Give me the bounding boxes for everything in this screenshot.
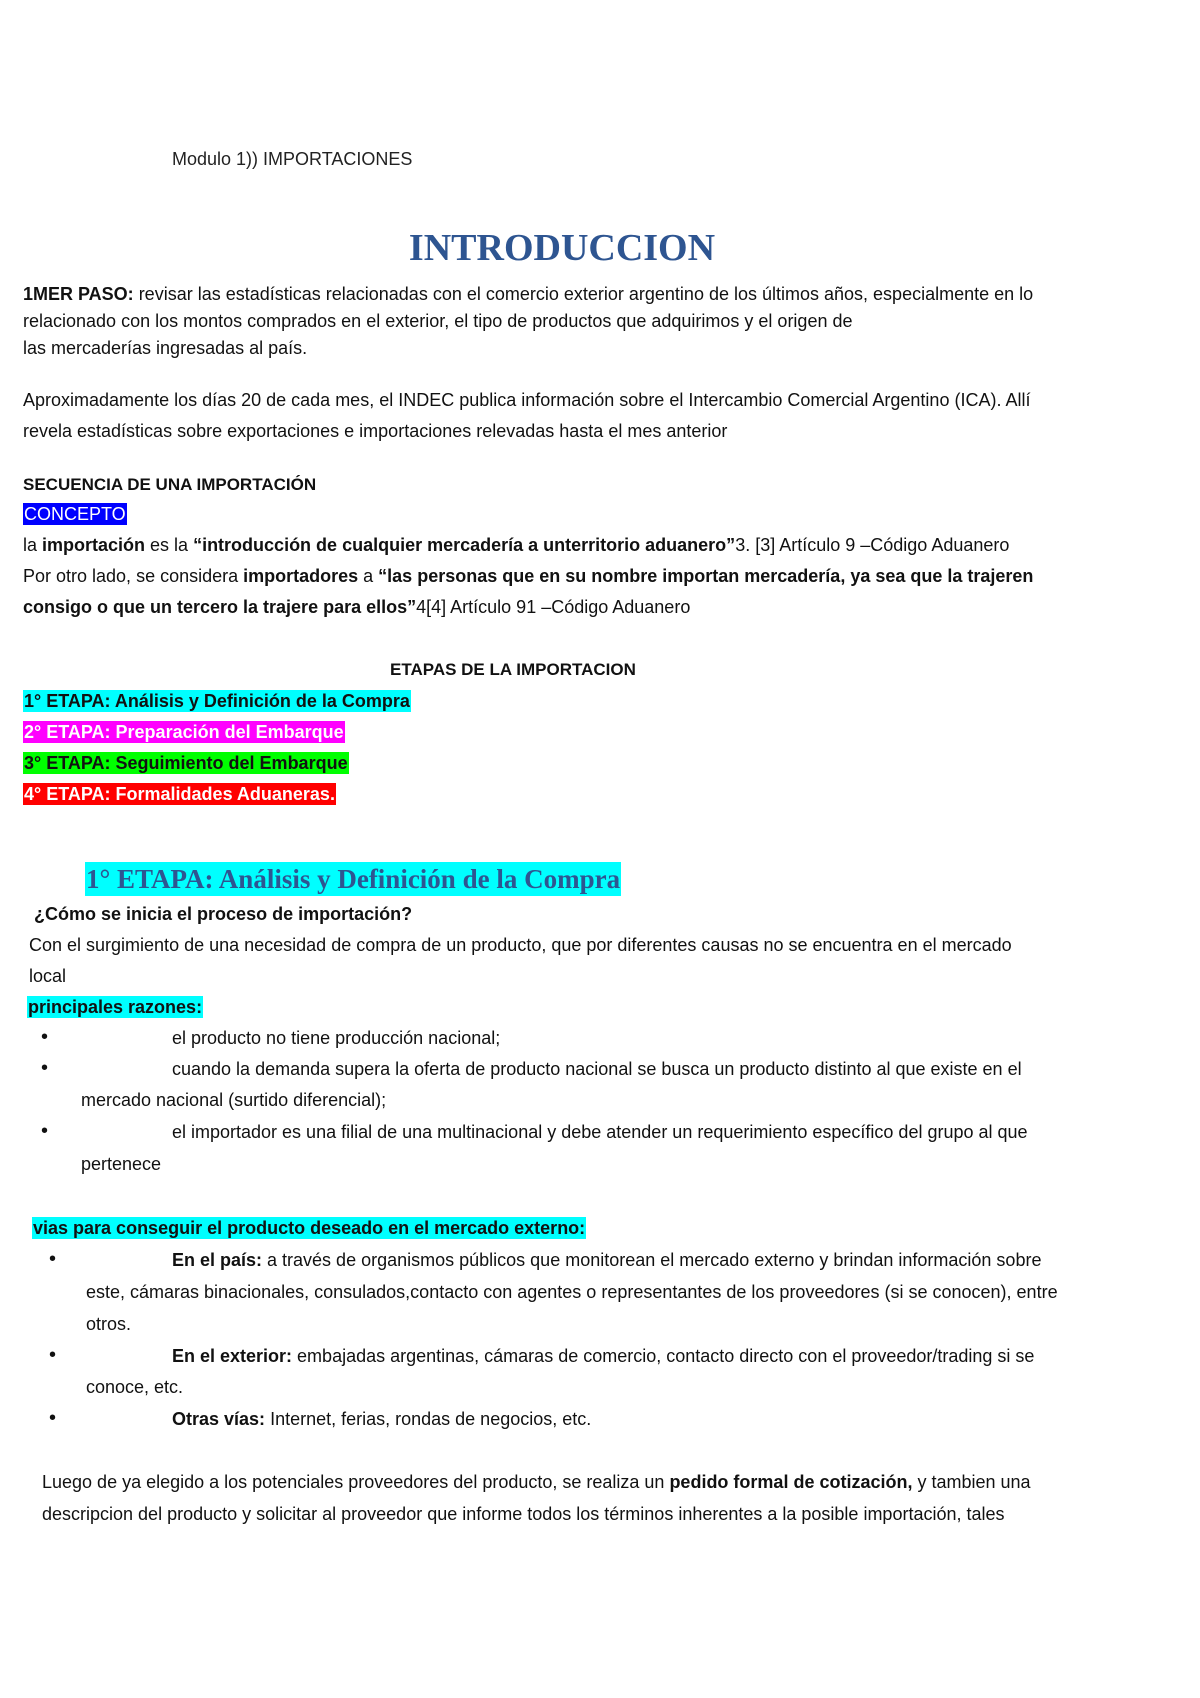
intro-text-1: revisar las estadísticas relacionadas con el comercio exterior argentino de los últimos años, especialmente en lo xyxy=(133,284,1034,304)
etapa1-heading-text: 1° ETAPA: Análisis y Definición de la Compra xyxy=(86,864,621,894)
via-bullet-1: • xyxy=(49,1248,57,1270)
c3b: 4[4] Artículo 91 –Código Aduanero xyxy=(416,597,691,617)
etapa1-answer-2: local xyxy=(29,966,67,986)
etapa1-heading xyxy=(85,862,621,896)
via-1-bold: En el país: xyxy=(172,1250,263,1270)
etapa-item-3-text: 3° ETAPA: Seguimiento del Embarque xyxy=(24,753,348,773)
vias-label xyxy=(32,1217,586,1239)
final-1c: y tambien una xyxy=(912,1472,1031,1492)
indec-line-2: revela estadísticas sobre exportaciones e importaciones relevadas hasta el mes anterior xyxy=(23,421,728,441)
razon-2-line-2: mercado nacional (surtido diferencial); xyxy=(81,1090,387,1110)
document-title: INTRODUCCION xyxy=(408,227,716,269)
concepto-line-1 xyxy=(23,534,1009,556)
via-1-line-3: otros. xyxy=(86,1314,132,1334)
intro-line-3: las mercaderías ingresadas al país. xyxy=(23,338,308,358)
via-1-line-1 xyxy=(172,1249,1041,1271)
razon-bullet-3: • xyxy=(41,1120,49,1142)
razon-1-line-1: el producto no tiene producción nacional; xyxy=(172,1028,501,1048)
via-bullet-3: • xyxy=(49,1407,57,1429)
etapa-item-1 xyxy=(23,690,411,712)
intro-line-2: relacionado con los montos comprados en el exterior, el tipo de productos que adquirimos y el origen de xyxy=(23,311,853,331)
etapa-item-1-text: 1° ETAPA: Análisis y Definición de la Compra xyxy=(24,691,410,711)
razon-2-line-1: cuando la demanda supera la oferta de producto nacional se busca un producto distinto al que existe en el xyxy=(172,1059,1022,1079)
module-header: Modulo 1)) IMPORTACIONES xyxy=(172,149,413,169)
c1d: “introducción de cualquier mercadería a unterritorio aduanero” xyxy=(193,535,736,555)
c2b: importadores xyxy=(243,566,359,586)
via-bullet-2: • xyxy=(49,1344,57,1366)
final-line-1 xyxy=(42,1471,1031,1493)
etapa1-answer-1: Con el surgimiento de una necesidad de compra de un producto, que por diferentes causas no se encuentra en el mercado xyxy=(29,935,1012,955)
etapa-item-4 xyxy=(23,783,336,805)
via-2-text: embajadas argentinas, cámaras de comercio, contacto directo con el proveedor/trading si se xyxy=(292,1346,1035,1366)
via-3-text: Internet, ferias, rondas de negocios, etc. xyxy=(265,1409,592,1429)
c1b: importación xyxy=(42,535,146,555)
c2a: Por otro lado, se considera xyxy=(23,566,244,586)
razones-label xyxy=(27,996,203,1018)
etapa-item-3 xyxy=(23,752,349,774)
via-3-line-1 xyxy=(172,1408,591,1430)
via-2-bold: En el exterior: xyxy=(172,1346,293,1366)
razon-3-line-2: pertenece xyxy=(81,1154,162,1174)
vias-label-text: vias para conseguir el producto deseado en el mercado externo: xyxy=(33,1218,586,1238)
razon-bullet-2: • xyxy=(41,1057,49,1079)
via-1-line-2: este, cámaras binacionales, consulados,contacto con agentes o representantes de los proveedores (si se conocen), entre xyxy=(86,1282,1058,1302)
via-1-text: a través de organismos públicos que monitorean el mercado externo y brindan información sobre xyxy=(262,1250,1042,1270)
indec-line-1: Aproximadamente los días 20 de cada mes, el INDEC publica información sobre el Intercambio Comercial Argentino (ICA). Allí xyxy=(23,390,1031,410)
c3a: consigo o que un tercero la trajere para ellos” xyxy=(23,597,417,617)
c2c: a xyxy=(358,566,379,586)
etapas-heading: ETAPAS DE LA IMPORTACION xyxy=(390,660,636,679)
etapa-item-2 xyxy=(23,721,345,743)
concepto-highlight: CONCEPTO xyxy=(24,504,126,524)
razones-label-text: principales razones: xyxy=(28,997,203,1017)
c2d: “las personas que en su nombre importan mercadería, ya sea que la trajeren xyxy=(378,566,1034,586)
final-1b: pedido formal de cotización, xyxy=(669,1472,913,1492)
c1e: 3. [3] Artículo 9 –Código Aduanero xyxy=(735,535,1010,555)
intro-line-1 xyxy=(23,283,1033,305)
concepto-label xyxy=(23,503,127,525)
via-3-bold: Otras vías: xyxy=(172,1409,266,1429)
via-2-line-2: conoce, etc. xyxy=(86,1377,184,1397)
c1c: es la xyxy=(145,535,194,555)
final-1a: Luego de ya elegido a los potenciales proveedores del producto, se realiza un xyxy=(42,1472,670,1492)
secuencia-heading: SECUENCIA DE UNA IMPORTACIÓN xyxy=(23,475,317,494)
razon-3-line-1: el importador es una filial de una multinacional y debe atender un requerimiento específico del grupo al que xyxy=(172,1122,1028,1142)
etapa1-question: ¿Cómo se inicia el proceso de importación? xyxy=(34,904,413,924)
intro-label: 1MER PASO: xyxy=(23,284,134,304)
via-2-line-1 xyxy=(172,1345,1034,1367)
etapa-item-2-text: 2° ETAPA: Preparación del Embarque xyxy=(24,722,344,742)
concepto-line-2 xyxy=(23,565,1033,587)
c1a: la xyxy=(23,535,43,555)
razon-bullet-1: • xyxy=(41,1026,49,1048)
concepto-line-3 xyxy=(23,596,690,618)
final-line-2: descripcion del producto y solicitar al proveedor que informe todos los términos inherentes a la posible importación, tales xyxy=(42,1504,1005,1524)
etapa-item-4-text: 4° ETAPA: Formalidades Aduaneras. xyxy=(24,784,335,804)
